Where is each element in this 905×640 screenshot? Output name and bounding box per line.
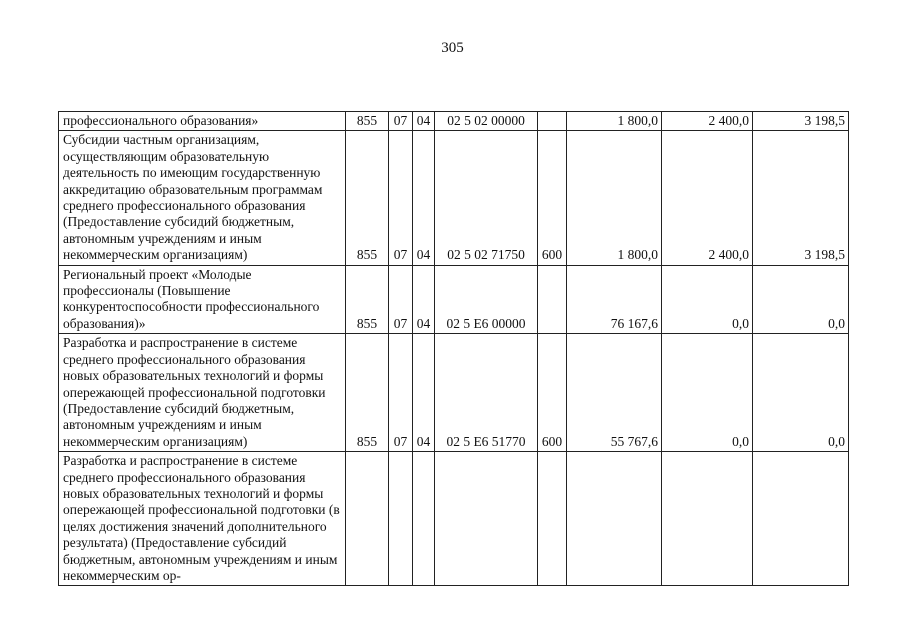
amount-year-3: 3 198,5 — [753, 131, 849, 265]
grbs-code: 855 — [346, 334, 389, 452]
row-name: Субсидии частным организациям, осуществляющим образовательную деятельность по имеющим государственную аккредитацию образовательным программам среднего профессионального образования (Предоставление субсидий бюджетным, автономным учреждениям и иным некоммерческим организациям) — [59, 131, 346, 265]
section-code: 07 — [389, 265, 413, 334]
amount-year-1: 55 767,6 — [567, 334, 662, 452]
amount-year-2: 0,0 — [662, 265, 753, 334]
target-article-code: 02 5 02 00000 — [435, 112, 538, 131]
row-name: Разработка и распространение в системе среднего профессионального образования новых образовательных технологий и формы опережающей профессиональной подготовки (в целях достижения значений дополнительного результата) (Предоставление субсидий бюджетным, автономным учреждениям и иным некоммерческим ор- — [59, 452, 346, 586]
amount-year-3: 0,0 — [753, 334, 849, 452]
expense-type-code — [538, 452, 567, 586]
amount-year-3 — [753, 452, 849, 586]
table-row — [59, 265, 849, 334]
amount-year-1: 1 800,0 — [567, 131, 662, 265]
page-number: 305 — [441, 40, 464, 56]
expense-type-code — [538, 265, 567, 334]
amount-year-3: 0,0 — [753, 265, 849, 334]
expense-type-code: 600 — [538, 334, 567, 452]
section-code: 07 — [389, 334, 413, 452]
subsection-code: 04 — [413, 265, 435, 334]
amount-year-1: 1 800,0 — [567, 112, 662, 131]
amount-year-2: 2 400,0 — [662, 112, 753, 131]
expense-type-code: 600 — [538, 131, 567, 265]
row-name: Региональный проект «Молодые профессионалы (Повышение конкурентоспособности профессионального образования)» — [59, 265, 346, 334]
grbs-code — [346, 452, 389, 586]
section-code: 07 — [389, 131, 413, 265]
amount-year-1 — [567, 452, 662, 586]
subsection-code — [413, 452, 435, 586]
expense-type-code — [538, 112, 567, 131]
amount-year-2: 0,0 — [662, 334, 753, 452]
target-article-code: 02 5 02 71750 — [435, 131, 538, 265]
grbs-code: 855 — [346, 112, 389, 131]
table-row — [59, 452, 849, 586]
row-name: Разработка и распространение в системе среднего профессионального образования новых образовательных технологий и формы опережающей профессиональной подготовки (Предоставление субсидий бюджетным, автономным учреждениям и иным некоммерческим организациям) — [59, 334, 346, 452]
amount-year-3: 3 198,5 — [753, 112, 849, 131]
grbs-code: 855 — [346, 131, 389, 265]
budget-table — [58, 111, 849, 586]
amount-year-2 — [662, 452, 753, 586]
table-row — [59, 334, 849, 452]
target-article-code: 02 5 E6 51770 — [435, 334, 538, 452]
amount-year-1: 76 167,6 — [567, 265, 662, 334]
section-code — [389, 452, 413, 586]
subsection-code: 04 — [413, 334, 435, 452]
subsection-code: 04 — [413, 112, 435, 131]
section-code: 07 — [389, 112, 413, 131]
target-article-code: 02 5 E6 00000 — [435, 265, 538, 334]
table-row — [59, 131, 849, 265]
target-article-code — [435, 452, 538, 586]
table-row — [59, 112, 849, 131]
subsection-code: 04 — [413, 131, 435, 265]
amount-year-2: 2 400,0 — [662, 131, 753, 265]
row-name: профессионального образования» — [59, 112, 346, 131]
grbs-code: 855 — [346, 265, 389, 334]
